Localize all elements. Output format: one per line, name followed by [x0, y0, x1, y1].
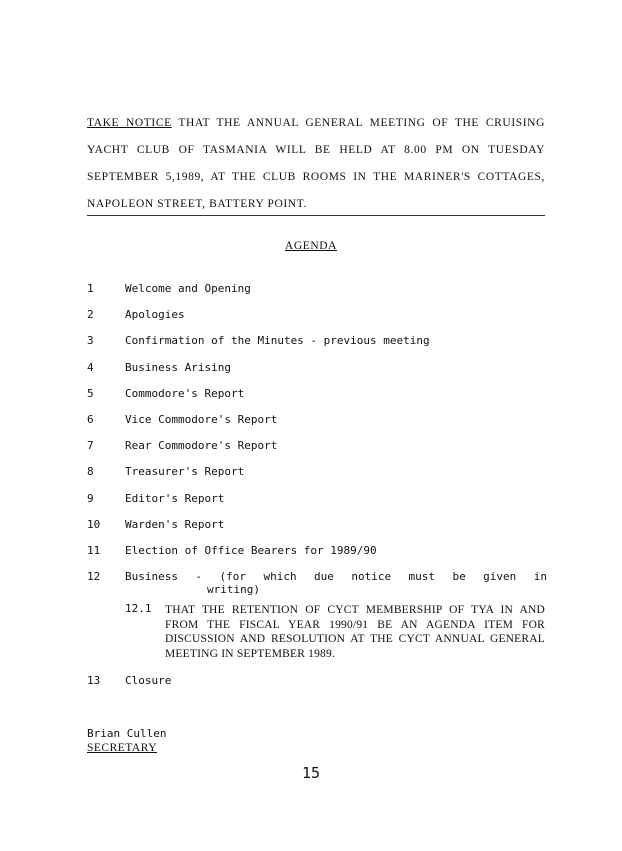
agenda-sub-item [87, 602, 547, 672]
item-text: Warden's Report [125, 517, 225, 531]
sub-item-number: 12.1 [125, 602, 152, 616]
item-number: 13 [87, 674, 101, 688]
item-text: Confirmation of the Minutes - previous meeting [125, 334, 430, 348]
agenda-item [87, 413, 547, 439]
item-text: Closure [125, 674, 172, 688]
agenda-item [87, 465, 547, 491]
signatory-name: Brian Cullen [87, 727, 167, 740]
item-text: Election of Office Bearers for 1989/90 [125, 543, 377, 557]
item-number: 10 [87, 517, 101, 531]
notice-lead: TAKE NOTICE [87, 117, 172, 129]
agenda-item-closure [87, 674, 547, 700]
item-text: Welcome and Opening [125, 282, 251, 295]
item-number: 11 [87, 543, 101, 557]
item-number: 5 [87, 386, 94, 400]
item-text: Rear Commodore's Report [125, 439, 278, 453]
item-number: 7 [87, 439, 94, 453]
agenda-item [87, 518, 547, 544]
item-number: 9 [87, 491, 94, 505]
signature-block [87, 727, 166, 755]
agenda-heading: AGENDA [284, 240, 338, 252]
sub-item-text: THAT THE RETENTION OF CYCT MEMBERSHIP OF TYA IN AND FROM THE FISCAL YEAR 1990/91 BE AN AGENDA ITEM FOR DISCUSSION AND RESOLUTION AT THE CYCT ANNUAL GENERAL MEETING IN SEPTEMBER 1989. [165, 604, 545, 660]
item-number: 4 [87, 360, 94, 374]
agenda-item [87, 439, 547, 465]
agenda-item [87, 544, 547, 570]
notice-text: THAT THE ANNUAL GENERAL MEETING OF THE CRUISING YACHT CLUB OF TASMANIA WILL BE HELD AT 8.00 PM ON TUESDAY SEPTEMBER 5,1989, AT THE CLUB ROOMS IN THE MARINER'S COTTAGES, NAPOLEON STREET, BATTERY POINT. [87, 117, 545, 210]
item-number: 1 [87, 282, 94, 295]
agenda-item [87, 308, 547, 334]
item-number: 2 [87, 308, 94, 322]
item-number: 6 [87, 412, 94, 426]
agenda-item [87, 492, 547, 518]
item-text: Apologies [125, 308, 185, 322]
page-number: 15 [301, 764, 321, 782]
agenda-item [87, 282, 547, 308]
item-text: Business Arising [125, 360, 231, 374]
agenda-item [87, 361, 547, 387]
agenda-item [87, 334, 547, 360]
divider-rule [87, 215, 545, 216]
agenda-item-business [87, 570, 547, 600]
signatory-title: SECRETARY [87, 742, 158, 754]
item-text: Treasurer's Report [125, 465, 245, 479]
item-text: Vice Commodore's Report [125, 412, 278, 426]
item-number: 12 [87, 570, 101, 584]
item-number: 8 [87, 465, 94, 479]
meeting-notice [87, 110, 545, 218]
item-text: Editor's Report [125, 491, 225, 505]
agenda-item [87, 387, 547, 413]
item-text-continuation: writing) [207, 583, 260, 597]
item-number: 3 [87, 334, 94, 348]
item-text: Commodore's Report [125, 386, 245, 400]
agenda-list [87, 282, 547, 700]
item-text: Business - (for which due notice must be given in [125, 570, 547, 584]
